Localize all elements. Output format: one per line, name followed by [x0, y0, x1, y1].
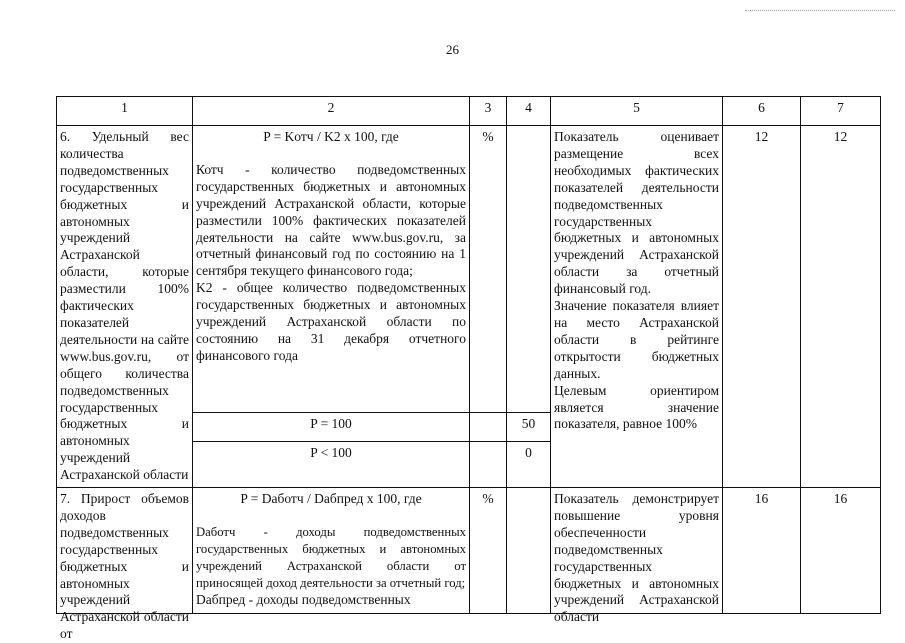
indicator-name: 7. Прирост объемов доходов подведомственных государственных бюджетных и автономных учреждений Астраханской области от	[57, 488, 193, 614]
column-header-2: 2	[193, 97, 470, 126]
page-number: 26	[446, 42, 459, 57]
formula-definition: Dаботч - доходы подведомственных государственных бюджетных и автономных учреждений Астраханской области от приносящей доход деятельности за отчетный год;	[196, 524, 466, 590]
description-paragraph: Показатель оценивает размещение всех необходимых фактических показателей деятельности подведомственных государственных бюджетных и автономных учреждений Астраханской области за отчетный финансовый год.	[554, 129, 719, 297]
indicator-name: 6. Удельный вес количества подведомственных государственных бюджетных и автономных учреждений Астраханской области, которые разместили 100% фактических показателей деятельности на сайте www.bus.gov.ru, от общего количества подведомственных государственных бюджетных и автономных учреждений Астраханской области	[57, 126, 193, 488]
column-header-1: 1	[57, 97, 193, 126]
column-header-6: 6	[723, 97, 801, 126]
column-header-3: 3	[470, 97, 507, 126]
indicator-description: Показатель демонстрирует повышение уровня обеспеченности подведомственных государственных бюджетных и автономных учреждений Астраханской области	[551, 488, 723, 614]
description-paragraph: Целевым ориентиром является значение показателя, равное 100%	[554, 382, 719, 432]
column-header-5: 5	[551, 97, 723, 126]
formula-definition: Котч - количество подведомственных государственных бюджетных и автономных учреждений Астраханской области, которые разместили 100% фактических показателей деятельности на сайте www.bus.gov.ru, за отчетный финансовый год по состоянию на 1 сентября текущего финансового года;	[196, 161, 466, 279]
score-cell	[507, 126, 551, 413]
table-row	[57, 488, 881, 614]
score-cell: 0	[507, 442, 551, 488]
column-header-7: 7	[801, 97, 881, 126]
description-paragraph: Значение показателя влияет на место Астраханской области в рейтинге открытости бюджетных данных.	[554, 298, 719, 381]
indicators-table	[56, 96, 881, 642]
column-6-value: 12	[723, 126, 801, 488]
condition-cell: P < 100	[193, 442, 470, 488]
column-7-value: 16	[801, 488, 881, 614]
score-cell	[507, 488, 551, 614]
column-6-value: 16	[723, 488, 801, 614]
formula: P = Kотч / K2 x 100, где	[263, 129, 399, 144]
indicator-formula-cell	[193, 488, 470, 614]
unit-cell	[470, 442, 507, 488]
table-row	[57, 126, 881, 413]
unit-cell: %	[470, 126, 507, 413]
unit-cell: %	[470, 488, 507, 614]
column-header-4: 4	[507, 97, 551, 126]
indicator-formula-cell	[193, 126, 470, 413]
column-7-value: 12	[801, 126, 881, 488]
indicator-description	[551, 126, 723, 488]
scan-artifact	[745, 10, 895, 12]
unit-cell	[470, 413, 507, 442]
formula-definition: Dабпред - доходы подведомственных	[196, 591, 411, 607]
formula-definition: K2 - общее количество подведомственных государственных бюджетных и автономных учреждений Астраханской области по состоянию на 31 декабря отчетного финансового года	[196, 280, 466, 363]
score-cell: 50	[507, 413, 551, 442]
table-header-row	[57, 97, 881, 126]
condition-cell: P = 100	[193, 413, 470, 442]
formula: P = Dаботч / Dабпред x 100, где	[240, 491, 422, 507]
